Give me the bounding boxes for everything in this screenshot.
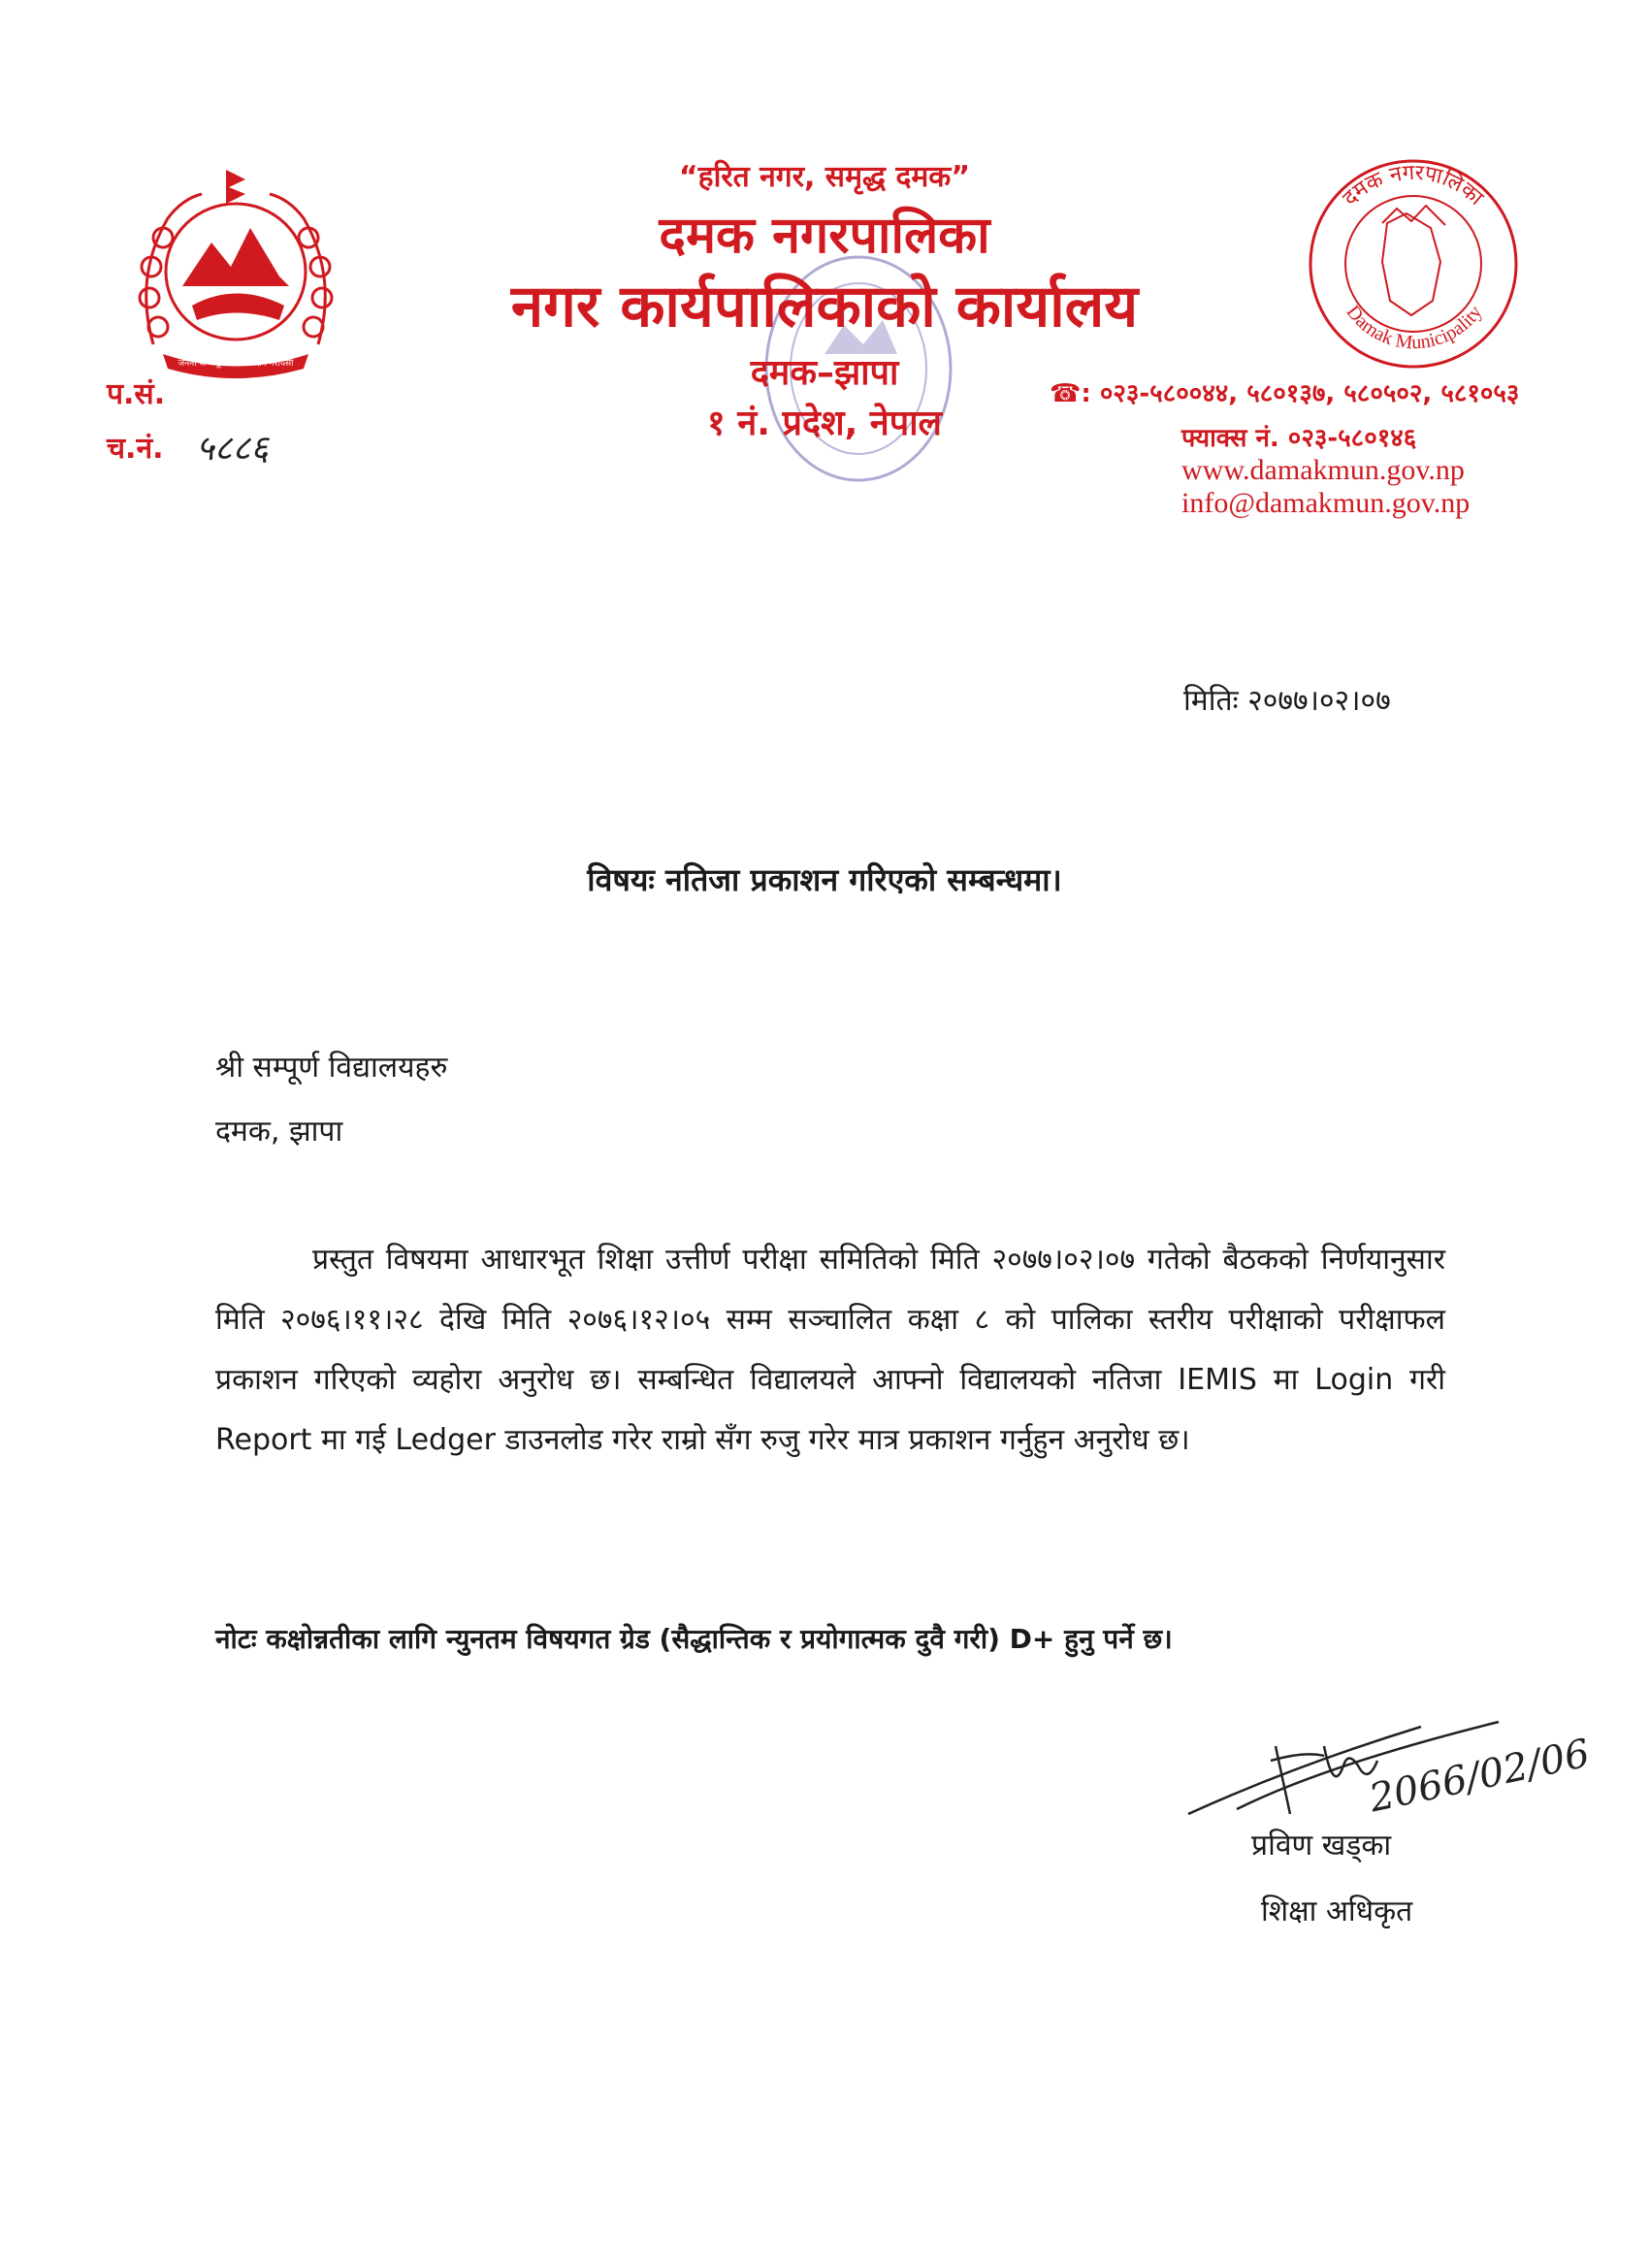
seal-text-en: Damak Municipality (1342, 301, 1487, 354)
letter-body: प्रस्तुत विषयमा आधारभूत शिक्षा उत्तीर्ण परीक्षा समितिको मिति २०७७।०२।०७ गतेको बैठकको निर्णयानुसार मिति २०७६।११।२८ देखि मिति २०७६।१२।०५ सम्म सञ्चालित कक्षा ८ को पालिका स्तरीय परीक्षाको परीक्षाफल प्रकाशन गरिएको व्यहोरा अनुरोध छ। सम्बन्धित विद्यालयले आफ्नो विद्यालयको नतिजा IEMIS मा Login गरी Report मा गई Ledger डाउनलोड गरेर राम्रो सँग रुजु गरेर मात्र प्रकाशन गर्नुहुन अनुरोध छ। (215, 1243, 1445, 1457)
reference-ps-label: प.सं. (107, 377, 166, 411)
svg-text:जननी जन्मभूमिश्च स्वर्गादपि गर: जननी जन्मभूमिश्च स्वर्गादपि गरीयसी (178, 359, 294, 369)
reference-cn-label: च.नं. (107, 432, 164, 466)
municipality-name: दमक नगरपालिका (659, 207, 990, 265)
website-url: www.damakmun.gov.np (1181, 454, 1465, 486)
email-address: info@damakmun.gov.np (1181, 487, 1471, 519)
reference-cn-value: ५८८६ (196, 429, 269, 469)
letter-subject: विषयः नतिजा प्रकाशन गरिएको सम्बन्धमा। (587, 861, 1062, 898)
fax-number: फ्याक्स नं. ०२३-५८०१४६ (1181, 424, 1417, 453)
letter-date: मितिः २०७७।०२।०७ (1183, 684, 1391, 718)
signatory-name: प्रविण खड्का (1251, 1829, 1392, 1863)
office-name: नगर कार्यपालिकाको कार्यालय (510, 273, 1139, 340)
recipient-line-1: श्री सम्पूर्ण विद्यालयहरु (215, 1051, 448, 1085)
signatory-title: शिक्षा अधिकृत (1261, 1895, 1413, 1928)
address-line-1: दमक–झापा (750, 353, 899, 393)
municipality-slogan: “हरित नगर, समृद्ध दमक” (678, 160, 971, 194)
phone-numbers: ☎: ०२३-५८००४४, ५८०१३७, ५८०५०२, ५८१०५३ (1050, 379, 1520, 408)
recipient-line-2: दमक, झापा (215, 1115, 343, 1149)
address-line-2: १ नं. प्रदेश, नेपाल (707, 404, 942, 443)
letter-note: नोटः कक्षोन्नतीका लागि न्युनतम विषयगत ग्रेड (सैद्धान्तिक र प्रयोगात्मक दुवै गरी) D+ हुनु पर्ने छ। (215, 1623, 1173, 1655)
signature-handwritten-date: 2066/02/06 (1365, 1731, 1594, 1822)
seal-text-np: दमक नगरपालिका (1338, 160, 1488, 211)
